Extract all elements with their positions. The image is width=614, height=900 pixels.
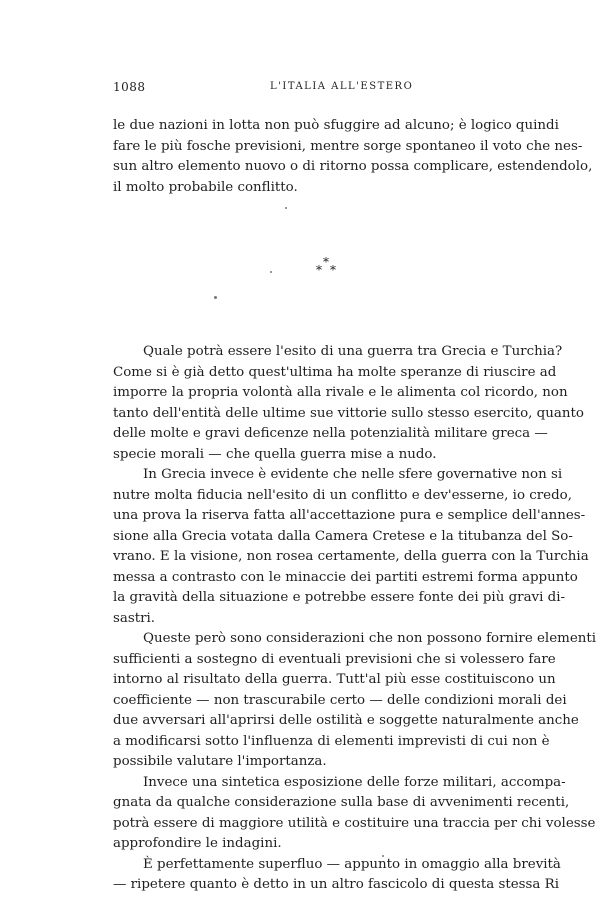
paragraph-continued — [113, 116, 593, 198]
text-line: coefficiente — non trascurabile certo — delle condizioni morali dei — [113, 692, 567, 708]
text-line: una prova la riserva fatta all'accettazione pura e semplice dell'annes- — [113, 508, 586, 523]
text-line: sione alla Grecia votata dalla Camera Cretese e la titubanza del So- — [113, 528, 573, 544]
page-number: 1088 — [113, 80, 146, 94]
text-line: specie morali — che quella guerra mise a nudo. — [113, 446, 437, 462]
text-line: Queste però sono considerazioni che non possono fornire elementi — [143, 631, 597, 646]
paper-speck — [214, 296, 217, 299]
asterisk-left: * — [316, 263, 322, 277]
text-line: sufficienti a sostegno di eventuali previsioni che si volessero fare — [113, 651, 556, 667]
text-line: delle molte e gravi deficenze nella potenzialità militare greca — — [113, 426, 548, 441]
paper-speck — [285, 207, 287, 209]
section-body — [113, 342, 597, 896]
text-line: sun altro elemento nuovo o di ritorno possa complicare, estendendolo, — [113, 159, 593, 174]
text-line: In Grecia invece è evidente che nelle sfere governative non si — [143, 467, 563, 482]
text-line: il molto probabile conflitto. — [113, 179, 298, 195]
section-separator-asterism — [313, 256, 343, 278]
text-line: approfondire le indagini. — [113, 836, 282, 851]
text-line: sastri. — [113, 610, 156, 626]
text-line: le due nazioni in lotta non può sfuggire ad alcuno; è logico quindi — [113, 118, 559, 133]
text-line: Invece una sintetica esposizione delle forze militari, accompa- — [143, 774, 566, 790]
text-line: potrà essere di maggiore utilità e costituire una traccia per chi volesse — [113, 815, 596, 831]
text-line: gnata da qualche considerazione sulla base di avvenimenti recenti, — [113, 795, 570, 810]
text-line: messa a contrasto con le minaccie dei partiti estremi forma appunto — [113, 569, 578, 585]
paper-speck — [270, 271, 272, 273]
text-line: nutre molta fiducia nell'esito di un conflitto e dev'esserne, io credo, — [113, 487, 572, 503]
asterisk-right: * — [330, 263, 336, 277]
text-line: Come si è già detto quest'ultima ha molte speranze di riuscire ad — [113, 364, 557, 380]
text-line: fare le più fosche previsioni, mentre sorge spontaneo il voto che nes- — [113, 138, 583, 154]
text-line: Quale potrà essere l'esito di una guerra tra Grecia e Turchia? — [143, 344, 563, 359]
text-line: possibile valutare l'importanza. — [113, 754, 327, 769]
paper-speck — [382, 855, 384, 857]
text-line: vrano. E la visione, non rosea certamente, della guerra con la Turchia — [113, 549, 589, 564]
text-line: intorno al risultato della guerra. Tutt'al più esse costituiscono un — [113, 672, 556, 687]
text-line: a modificarsi sotto l'influenza di elementi imprevisti di cui non è — [113, 733, 550, 749]
text-line: la gravità della situazione e potrebbe essere fonte dei più gravi di- — [113, 590, 566, 605]
text-line: tanto dell'entità delle ultime sue vittorie sullo stesso esercito, quanto — [113, 405, 584, 421]
running-title: L'ITALIA ALL'ESTERO — [270, 81, 414, 92]
text-line: — ripetere quanto è detto in un altro fascicolo di questa stessa Ri — [113, 877, 560, 892]
asterisk-top: * — [323, 255, 329, 269]
text-line: due avversari all'aprirsi delle ostilità e soggette naturalmente anche — [113, 713, 579, 728]
text-line: imporre la propria volontà alla rivale e le alimenta col ricordo, non — [113, 385, 568, 400]
text-line: È perfettamente superfluo — appunto in omaggio alla brevità — [143, 856, 561, 872]
